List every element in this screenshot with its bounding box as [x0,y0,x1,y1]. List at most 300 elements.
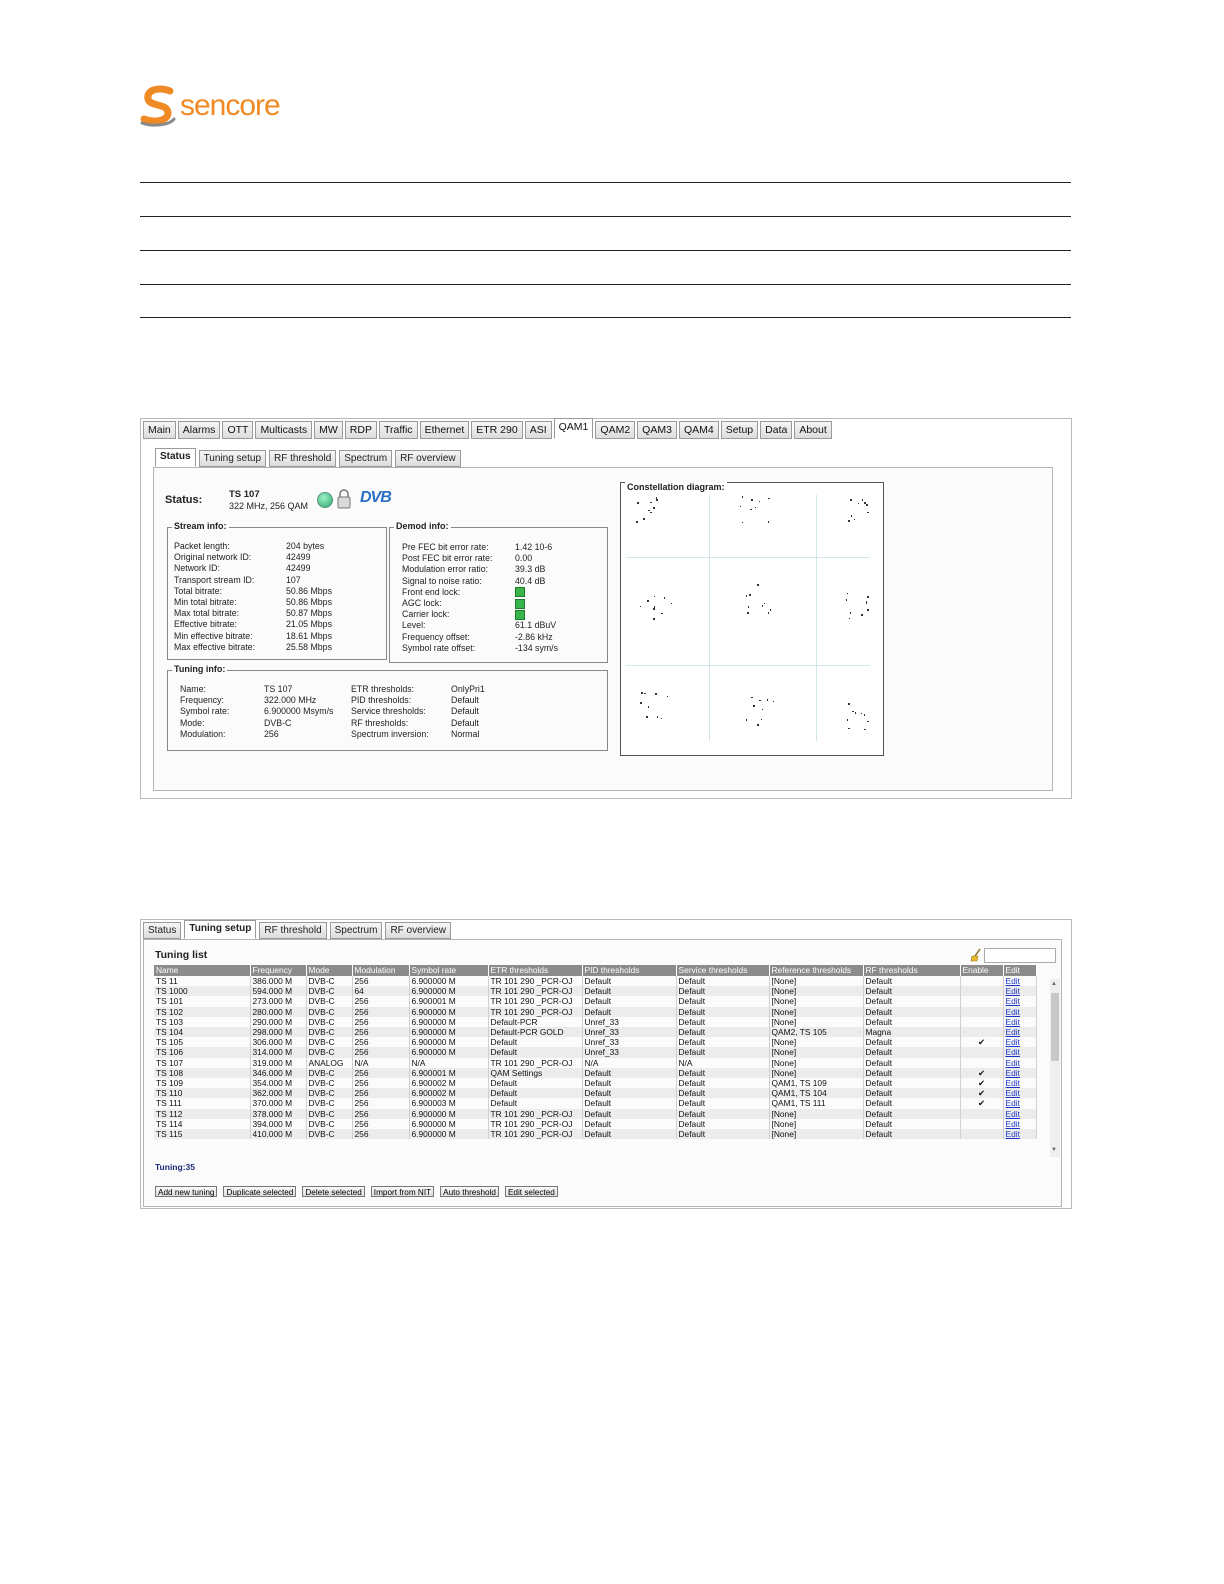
constellation-point [664,597,666,599]
table-cell: TS 106 [154,1047,250,1057]
info-label: Carrier lock: [402,609,450,620]
constellation-point [748,606,750,608]
main-tab-etr-290[interactable]: ETR 290 [471,421,522,439]
constellation-point [855,712,857,714]
constellation-point [850,499,852,501]
table-row[interactable] [154,986,1036,996]
edit-link[interactable]: Edit [1003,1129,1036,1139]
table-cell: 386.000 M [250,976,306,986]
edit-selected-button[interactable]: Edit selected [505,1186,558,1197]
constellation-point [768,612,770,614]
info-value: -134 sym/s [515,642,559,653]
constellation-point [656,499,658,501]
constellation-point [654,606,656,608]
table-cell: Default [582,1078,676,1088]
tuning-list-panel [143,939,1062,1207]
info-label: Min effective bitrate: [174,630,253,641]
table-cell: 314.000 M [250,1047,306,1057]
table-cell: TR 101 290 _PCR-OJ [488,976,582,986]
constellation-point [867,721,869,723]
edit-link[interactable]: Edit [1003,996,1036,1006]
status-frequency: 322 MHz, 256 QAM [229,501,309,511]
info-value [515,609,558,620]
constellation-point [640,606,642,608]
edit-link[interactable]: Edit [1003,1047,1036,1057]
grid-line [816,495,817,741]
sencore-s-icon [140,85,178,127]
info-label: Max total bitrate: [174,608,240,619]
info-value: 50.87 Mbps [286,608,332,619]
edit-link[interactable]: Edit [1003,1007,1036,1017]
constellation-point [867,596,869,598]
sencore-logo [140,84,280,128]
column-header-modulation[interactable]: Modulation [352,965,409,976]
table-cell: TS 112 [154,1109,250,1119]
table-cell: Default [863,1119,960,1129]
table-row[interactable] [154,1088,1036,1098]
table-cell: 6.900000 M [409,986,488,996]
table-cell: Default [863,986,960,996]
enable-checkmark[interactable] [960,996,1003,1006]
info-value: Default [451,695,479,706]
edit-link[interactable]: Edit [1003,1027,1036,1037]
main-tab-main[interactable]: Main [143,421,176,439]
constellation-diagram [620,482,884,756]
constellation-point [653,608,655,610]
info-value: 39.3 dB [515,564,546,575]
table-cell: 594.000 M [250,986,306,996]
table-cell: 298.000 M [250,1027,306,1037]
table-cell: 280.000 M [250,1007,306,1017]
constellation-point [654,596,656,598]
table-cell: Default [863,1058,960,1068]
main-tab-qam3[interactable]: QAM3 [637,421,677,439]
constellation-point [746,719,748,721]
constellation-point [847,593,849,595]
scroll-down-icon[interactable]: ▼ [1051,1147,1057,1153]
table-cell: Default [863,1017,960,1027]
table-cell: Default [863,976,960,986]
edit-link[interactable]: Edit [1003,976,1036,986]
info-label: Packet length: [174,541,230,551]
table-cell: Default [676,1078,769,1088]
status-ts-name: TS 107 [229,489,260,500]
edit-link[interactable]: Edit [1003,1017,1036,1027]
main-tab-data[interactable]: Data [760,421,792,439]
table-cell: Magna [863,1027,960,1037]
constellation-point [849,618,851,620]
enable-checkmark[interactable]: ✔ [960,1068,1003,1078]
table-cell: Default [676,986,769,996]
main-tab-alarms[interactable]: Alarms [178,421,221,439]
edit-link[interactable]: Edit [1003,1119,1036,1129]
constellation-point [773,701,775,703]
info-label: Modulation error ratio: [402,564,489,575]
table-cell: Default [582,1109,676,1119]
table-cell: 256 [352,1088,409,1098]
table-row[interactable] [154,1037,1036,1047]
table-cell: 6.900000 M [409,1047,488,1057]
main-tab-ott[interactable]: OTT [222,421,253,439]
constellation-point [848,520,850,522]
table-row[interactable] [154,1058,1036,1068]
info-label: Frequency offset: [402,631,470,642]
constellation-point [742,496,744,498]
table-cell: Unref_33 [582,1017,676,1027]
tuning-info-title: Tuning info: [174,664,226,674]
table-cell: Default [488,1098,582,1108]
tab-rf-overview[interactable]: RF overview [395,450,461,467]
enable-checkmark[interactable] [960,1007,1003,1017]
column-header-rf-thresholds[interactable]: RF thresholds [863,965,960,976]
table-cell: Default [863,1007,960,1017]
table-cell: Default [676,996,769,1006]
info-label: Transport stream ID: [174,574,255,585]
constellation-point [847,719,849,721]
table-cell: TS 108 [154,1068,250,1078]
constellation-point [755,507,757,509]
table-cell: DVB-C [306,1047,352,1057]
edit-link[interactable]: Edit [1003,1098,1036,1108]
table-cell: Default [582,1007,676,1017]
table-row[interactable] [154,976,1036,986]
column-header-frequency[interactable]: Frequency [250,965,306,976]
column-header-mode[interactable]: Mode [306,965,352,976]
table-cell: TR 101 290 _PCR-OJ [488,1058,582,1068]
table-row[interactable] [154,1027,1036,1037]
table-cell: 354.000 M [250,1078,306,1088]
constellation-point [656,497,658,499]
constellation-point [762,605,764,607]
table-cell: 256 [352,1027,409,1037]
info-label: RF thresholds: [351,717,409,728]
rule-line [140,216,1071,217]
table-cell: [None] [769,1047,863,1057]
qam-sub-tab-bar-2 [143,922,451,939]
table-cell: ANALOG [306,1058,352,1068]
constellation-point [657,716,659,718]
table-cell: Default [863,1047,960,1057]
tab-spectrum[interactable]: Spectrum [330,922,383,939]
enable-checkmark[interactable] [960,976,1003,986]
column-header-pid-thresholds[interactable]: PID thresholds [582,965,676,976]
info-label: PID thresholds: [351,695,412,706]
table-cell: Default [676,1027,769,1037]
main-tab-multicasts[interactable]: Multicasts [255,421,312,439]
qam-sub-tab-bar [155,450,461,467]
table-cell: Default [676,1047,769,1057]
table-cell: DVB-C [306,1078,352,1088]
constellation-point [644,693,646,695]
info-value: TS 107 [264,684,293,694]
table-cell: [None] [769,1007,863,1017]
table-cell: DVB-C [306,1007,352,1017]
table-cell: TS 11 [154,976,250,986]
info-label: Post FEC bit error rate: [402,553,493,564]
lock-indicator-icon [515,587,525,597]
constellation-point [768,521,770,523]
main-tab-ethernet[interactable]: Ethernet [420,421,470,439]
table-cell: Default [676,1119,769,1129]
tuning-info-box [167,664,608,751]
table-cell: 6.900000 M [409,1017,488,1027]
tab-status[interactable]: Status [155,448,196,467]
table-cell: 378.000 M [250,1109,306,1119]
info-value: 21.05 Mbps [286,619,332,630]
enable-checkmark[interactable] [960,986,1003,996]
auto-threshold-button[interactable]: Auto threshold [440,1186,499,1197]
lock-indicator-icon [515,599,525,609]
edit-link[interactable]: Edit [1003,1058,1036,1068]
enable-checkmark[interactable] [960,1129,1003,1139]
table-cell: [None] [769,1129,863,1139]
table-cell: 6.900002 M [409,1088,488,1098]
table-cell: 256 [352,1119,409,1129]
main-tab-qam2[interactable]: QAM2 [595,421,635,439]
info-value: 50.86 Mbps [286,585,332,596]
enable-checkmark[interactable]: ✔ [960,1078,1003,1088]
constellation-point [643,518,645,520]
main-tab-rdp[interactable]: RDP [345,421,377,439]
filter-input[interactable] [984,948,1056,963]
tuning-count: Tuning:35 [155,1162,195,1172]
table-cell: N/A [676,1058,769,1068]
constellation-point [653,507,655,509]
table-row[interactable] [154,1109,1036,1119]
enable-checkmark[interactable] [960,1017,1003,1027]
info-label: Total bitrate: [174,585,222,596]
table-cell: DVB-C [306,976,352,986]
table-cell: 346.000 M [250,1068,306,1078]
enable-checkmark[interactable]: ✔ [960,1098,1003,1108]
constellation-point [866,504,868,506]
rule-line [140,284,1071,285]
main-tab-about[interactable]: About [794,421,831,439]
table-cell: Default [582,976,676,986]
info-label: Mode: [180,717,205,728]
table-scrollbar[interactable] [1050,979,1060,1157]
info-value: 42499 [286,563,311,574]
table-cell: Default [863,1109,960,1119]
table-cell: Default [582,996,676,1006]
info-label: Modulation: [180,728,226,739]
info-value: 42499 [286,552,311,563]
status-led-icon [317,492,333,508]
table-cell: 6.900001 M [409,996,488,1006]
table-row[interactable] [154,1078,1036,1088]
table-cell: DVB-C [306,1017,352,1027]
constellation-point [861,713,863,715]
constellation-point [768,498,770,500]
scrollbar-thumb[interactable] [1051,993,1059,1061]
table-cell: 6.900000 M [409,1119,488,1129]
edit-link[interactable]: Edit [1003,986,1036,996]
table-cell: Default [676,976,769,986]
table-cell: Default [488,1037,582,1047]
edit-link[interactable]: Edit [1003,1078,1036,1088]
info-value: 61.1 dBuV [515,620,557,631]
tab-rf-threshold[interactable]: RF threshold [259,922,326,939]
tuning-action-buttons [155,1186,558,1197]
info-label: Symbol rate offset: [402,642,476,653]
table-cell: 6.900000 M [409,1007,488,1017]
constellation-point [641,692,643,694]
column-header-service-thresholds[interactable]: Service thresholds [676,965,769,976]
table-cell: DVB-C [306,1027,352,1037]
main-tab-asi[interactable]: ASI [525,421,552,439]
table-cell: Default [676,1088,769,1098]
constellation-point [742,522,744,524]
enable-checkmark[interactable] [960,1119,1003,1129]
constellation-point [661,718,663,720]
table-cell: Default-PCR GOLD [488,1027,582,1037]
constellation-point [636,521,638,523]
table-cell: Default [676,1068,769,1078]
edit-link[interactable]: Edit [1003,1088,1036,1098]
info-label: AGC lock: [402,597,442,608]
table-cell: [None] [769,1109,863,1119]
clear-filter-icon[interactable] [970,948,982,962]
duplicate-selected-button[interactable]: Duplicate selected [223,1186,296,1197]
table-cell: Default [676,1109,769,1119]
scroll-up-icon[interactable]: ▲ [1051,981,1057,987]
import-from-nit-button[interactable]: Import from NIT [371,1186,434,1197]
table-cell: Default [488,1088,582,1098]
table-row[interactable] [154,1129,1036,1139]
tuning-setup-screenshot [140,919,1072,1209]
table-cell: DVB-C [306,1119,352,1129]
table-cell: 6.900000 M [409,1037,488,1047]
delete-selected-button[interactable]: Delete selected [302,1186,364,1197]
table-cell: TS 101 [154,996,250,1006]
add-new-tuning-button[interactable]: Add new tuning [155,1186,217,1197]
table-cell: Default [582,1088,676,1098]
main-tab-mw[interactable]: MW [314,421,343,439]
table-row[interactable] [154,1098,1036,1108]
column-header-enable[interactable]: Enable [960,965,1003,976]
constellation-point [650,512,652,514]
constellation-point [650,502,652,504]
main-tab-qam1[interactable]: QAM1 [554,418,594,439]
qam-status-screenshot [140,418,1072,799]
table-cell: [None] [769,996,863,1006]
tab-rf-overview[interactable]: RF overview [385,922,451,939]
column-header-symbol-rate[interactable]: Symbol rate [409,965,488,976]
info-value: 50.86 Mbps [286,596,332,607]
constellation-point [759,700,761,702]
edit-link[interactable]: Edit [1003,1037,1036,1047]
table-cell: DVB-C [306,986,352,996]
info-label: Min total bitrate: [174,596,237,607]
main-tab-traffic[interactable]: Traffic [379,421,418,439]
edit-link[interactable]: Edit [1003,1109,1036,1119]
table-cell: 306.000 M [250,1037,306,1047]
info-value: 1.42 10-6 [515,542,553,552]
table-cell: Default [863,1129,960,1139]
tab-status[interactable]: Status [143,922,181,939]
rule-line [140,182,1071,183]
table-row[interactable] [154,996,1036,1006]
main-tab-qam4[interactable]: QAM4 [679,421,719,439]
constellation-point [746,595,748,597]
info-label: Front end lock: [402,586,461,597]
table-cell: 394.000 M [250,1119,306,1129]
table-row[interactable] [154,1119,1036,1129]
constellation-point [848,703,850,705]
table-cell: 256 [352,1047,409,1057]
column-header-etr-thresholds[interactable]: ETR thresholds [488,965,582,976]
constellation-point [866,602,868,604]
table-cell: Unref_33 [582,1047,676,1057]
constellation-point [764,603,766,605]
table-cell: 256 [352,1129,409,1139]
info-label: Signal to noise ratio: [402,575,482,586]
enable-checkmark[interactable]: ✔ [960,1037,1003,1047]
tab-tuning-setup[interactable]: Tuning setup [184,920,256,939]
table-cell: DVB-C [306,1068,352,1078]
edit-link[interactable]: Edit [1003,1068,1036,1078]
table-cell: Default [863,1037,960,1047]
grid-line [626,665,870,666]
table-cell: TS 114 [154,1119,250,1129]
info-value: 107 [286,574,301,585]
enable-checkmark[interactable] [960,1058,1003,1068]
table-cell: 256 [352,1109,409,1119]
column-header-reference-thresholds[interactable]: Reference thresholds [769,965,863,976]
table-cell: Default [582,1129,676,1139]
table-cell: QAM1, TS 111 [769,1098,863,1108]
demod-info-title: Demod info: [396,521,449,531]
table-cell: DVB-C [306,1129,352,1139]
info-value: 322.000 MHz [264,695,317,706]
table-cell: TR 101 290 _PCR-OJ [488,1109,582,1119]
status-panel [153,467,1053,791]
main-tab-setup[interactable]: Setup [721,421,758,439]
main-tab-bar [143,421,832,439]
table-cell: 64 [352,986,409,996]
table-row[interactable] [154,1068,1036,1078]
table-row[interactable] [154,1047,1036,1057]
table-cell: Unref_33 [582,1027,676,1037]
table-cell: 256 [352,1037,409,1047]
table-cell: Default [863,1078,960,1088]
tab-rf-threshold[interactable]: RF threshold [269,450,336,467]
lock-icon [337,488,351,510]
table-row[interactable] [154,1007,1036,1017]
enable-checkmark[interactable]: ✔ [960,1088,1003,1098]
constellation-point [747,612,749,614]
enable-checkmark[interactable] [960,1047,1003,1057]
info-value: -2.86 kHz [515,631,553,642]
info-label: Network ID: [174,563,220,574]
column-header-edit[interactable]: Edit [1003,965,1036,976]
constellation-point [864,714,866,716]
info-label: Spectrum inversion: [351,728,429,739]
table-cell: QAM Settings [488,1068,582,1078]
tab-spectrum[interactable]: Spectrum [339,450,392,467]
table-cell: TS 110 [154,1088,250,1098]
table-cell: TR 101 290 _PCR-OJ [488,996,582,1006]
constellation-point [647,600,649,602]
constellation-point [770,609,772,611]
tab-tuning-setup[interactable]: Tuning setup [199,450,266,467]
enable-checkmark[interactable] [960,1027,1003,1037]
enable-checkmark[interactable] [960,1109,1003,1119]
table-row[interactable] [154,1017,1036,1027]
info-label: Frequency: [180,695,225,706]
constellation-point [648,706,650,708]
column-header-name[interactable]: Name [154,965,250,976]
